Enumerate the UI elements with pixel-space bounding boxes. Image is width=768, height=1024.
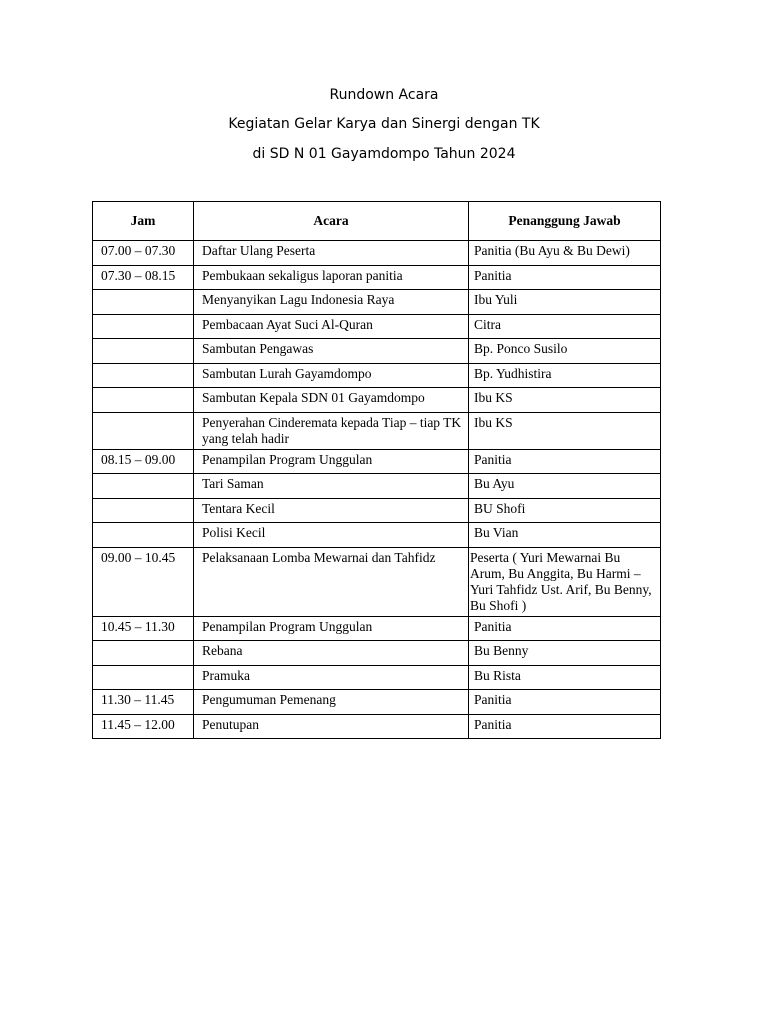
cell-acara: Penyerahan Cinderemata kepada Tiap – tiap TK yang telah hadir xyxy=(194,412,469,449)
cell-jam xyxy=(93,412,194,449)
table-row xyxy=(93,690,661,715)
cell-jam xyxy=(93,314,194,339)
table-row xyxy=(93,290,661,315)
table-row xyxy=(93,412,661,449)
table-row xyxy=(93,314,661,339)
rundown-table xyxy=(92,201,661,739)
cell-jam xyxy=(93,290,194,315)
cell-penanggung-jawab: Bu Rista xyxy=(469,665,661,690)
cell-jam xyxy=(93,641,194,666)
cell-penanggung-jawab: Peserta ( Yuri Mewarnai Bu Arum, Bu Anggita, Bu Harmi – Yuri Tahfidz Ust. Arif, Bu Benny, Bu Shofi ) xyxy=(469,547,661,616)
cell-acara: Sambutan Kepala SDN 01 Gayamdompo xyxy=(194,388,469,413)
table-row xyxy=(93,547,661,616)
cell-penanggung-jawab: Ibu KS xyxy=(469,388,661,413)
cell-acara: Penampilan Program Unggulan xyxy=(194,449,469,474)
table-row xyxy=(93,616,661,641)
column-header-jam: Jam xyxy=(93,202,194,241)
cell-penanggung-jawab: Ibu Yuli xyxy=(469,290,661,315)
cell-penanggung-jawab: Bp. Ponco Susilo xyxy=(469,339,661,364)
table-row xyxy=(93,265,661,290)
cell-jam: 11.30 – 11.45 xyxy=(93,690,194,715)
cell-jam xyxy=(93,388,194,413)
table-row xyxy=(93,388,661,413)
cell-acara: Pembukaan sekaligus laporan panitia xyxy=(194,265,469,290)
cell-acara: Tari Saman xyxy=(194,474,469,499)
cell-acara: Pramuka xyxy=(194,665,469,690)
cell-penanggung-jawab: Bu Vian xyxy=(469,523,661,548)
table-row xyxy=(93,665,661,690)
document-subtitle-location: di SD N 01 Gayamdompo Tahun 2024 xyxy=(252,146,516,162)
cell-penanggung-jawab: Panitia xyxy=(469,690,661,715)
cell-penanggung-jawab: Bu Ayu xyxy=(469,474,661,499)
cell-penanggung-jawab: Panitia xyxy=(469,714,661,739)
cell-acara: Sambutan Lurah Gayamdompo xyxy=(194,363,469,388)
cell-jam: 07.00 – 07.30 xyxy=(93,241,194,266)
cell-penanggung-jawab: Ibu KS xyxy=(469,412,661,449)
table-row xyxy=(93,363,661,388)
cell-acara: Pelaksanaan Lomba Mewarnai dan Tahfidz xyxy=(194,547,469,616)
cell-acara: Rebana xyxy=(194,641,469,666)
cell-acara: Sambutan Pengawas xyxy=(194,339,469,364)
cell-acara: Pengumuman Pemenang xyxy=(194,690,469,715)
cell-acara: Penutupan xyxy=(194,714,469,739)
cell-acara: Menyanyikan Lagu Indonesia Raya xyxy=(194,290,469,315)
cell-jam xyxy=(93,498,194,523)
cell-penanggung-jawab: Panitia xyxy=(469,265,661,290)
cell-penanggung-jawab: Panitia (Bu Ayu & Bu Dewi) xyxy=(469,241,661,266)
table-row xyxy=(93,474,661,499)
cell-jam: 07.30 – 08.15 xyxy=(93,265,194,290)
cell-penanggung-jawab: Panitia xyxy=(469,616,661,641)
cell-jam xyxy=(93,665,194,690)
cell-penanggung-jawab: Bu Benny xyxy=(469,641,661,666)
cell-jam: 09.00 – 10.45 xyxy=(93,547,194,616)
cell-jam xyxy=(93,523,194,548)
document-title: Rundown Acara xyxy=(329,87,439,103)
table-row xyxy=(93,498,661,523)
cell-penanggung-jawab: Bp. Yudhistira xyxy=(469,363,661,388)
document-subtitle: Kegiatan Gelar Karya dan Sinergi dengan TK xyxy=(228,116,540,132)
table-row xyxy=(93,449,661,474)
cell-acara: Polisi Kecil xyxy=(194,523,469,548)
cell-penanggung-jawab: BU Shofi xyxy=(469,498,661,523)
column-header-acara: Acara xyxy=(194,202,469,241)
table-row xyxy=(93,523,661,548)
table-row xyxy=(93,714,661,739)
table-row xyxy=(93,339,661,364)
cell-jam: 11.45 – 12.00 xyxy=(93,714,194,739)
table-header-row xyxy=(93,202,661,241)
column-header-penanggung-jawab: Penanggung Jawab xyxy=(469,202,661,241)
table-row xyxy=(93,241,661,266)
cell-jam xyxy=(93,363,194,388)
cell-acara: Pembacaan Ayat Suci Al-Quran xyxy=(194,314,469,339)
table-row xyxy=(93,641,661,666)
cell-penanggung-jawab: Citra xyxy=(469,314,661,339)
cell-jam xyxy=(93,474,194,499)
cell-acara: Penampilan Program Unggulan xyxy=(194,616,469,641)
cell-acara: Daftar Ulang Peserta xyxy=(194,241,469,266)
cell-jam xyxy=(93,339,194,364)
cell-jam: 08.15 – 09.00 xyxy=(93,449,194,474)
cell-acara: Tentara Kecil xyxy=(194,498,469,523)
cell-penanggung-jawab: Panitia xyxy=(469,449,661,474)
cell-jam: 10.45 – 11.30 xyxy=(93,616,194,641)
